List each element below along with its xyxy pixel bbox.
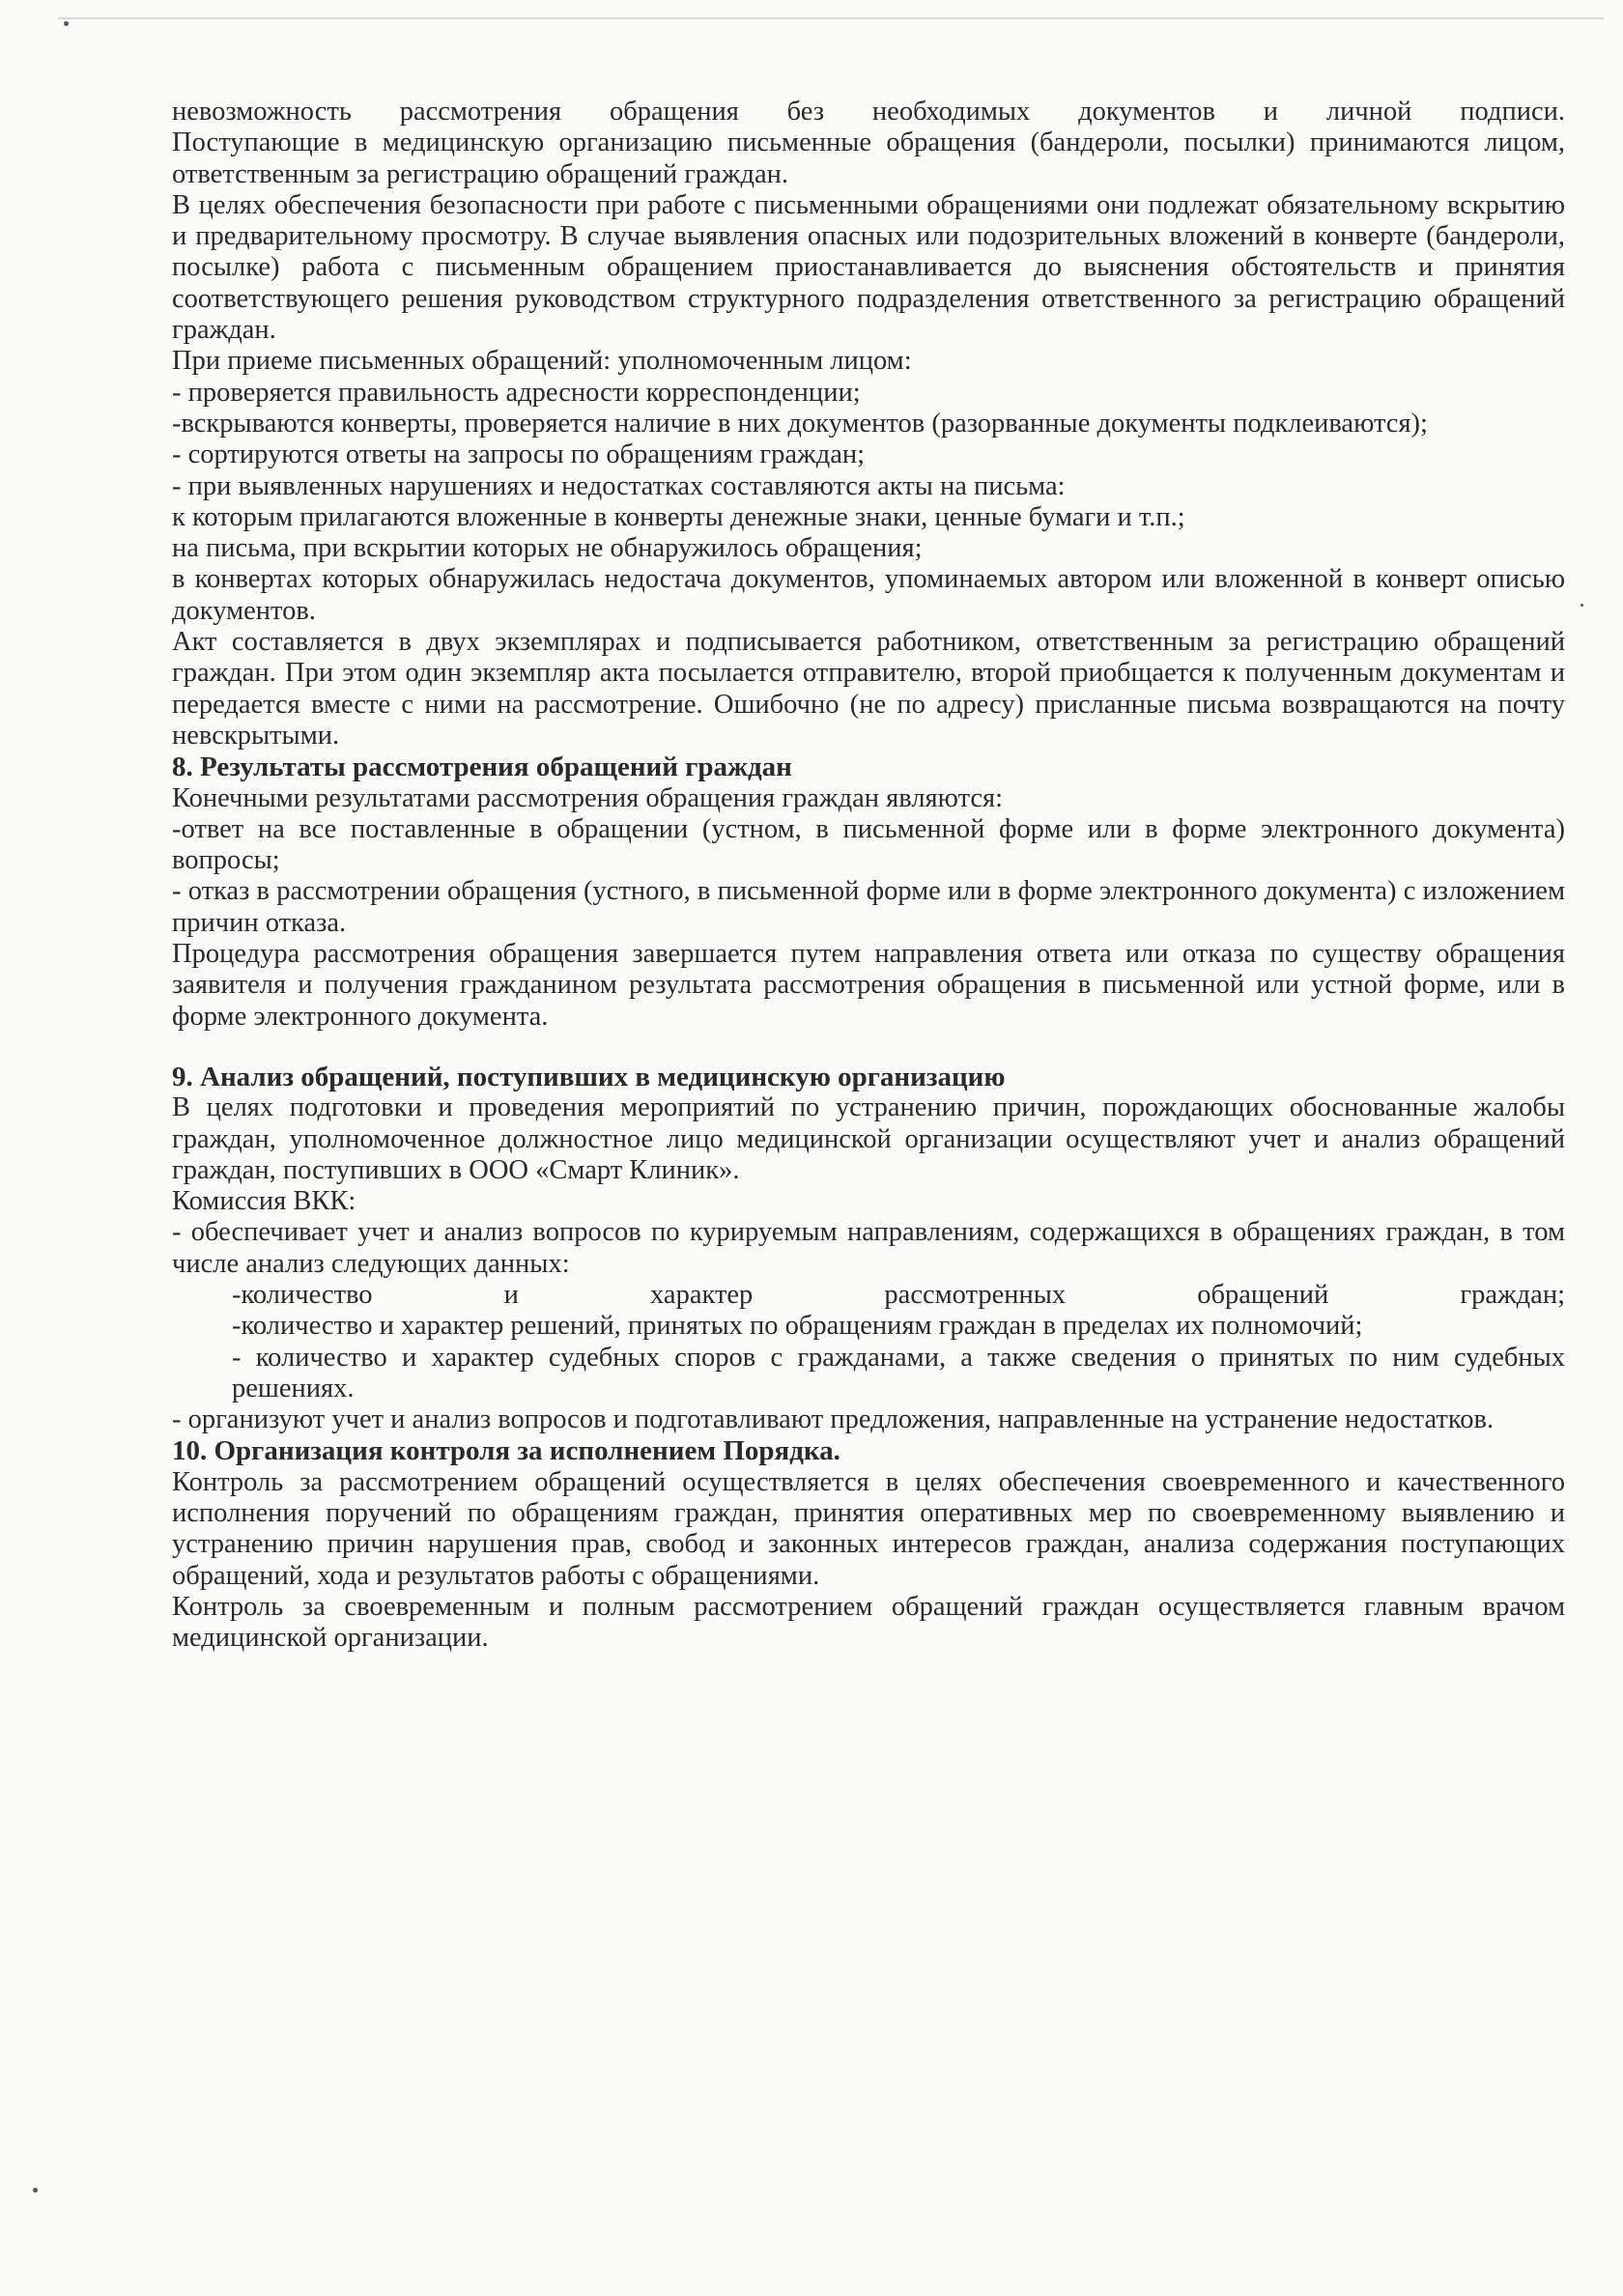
scan-speck (64, 21, 69, 26)
paragraph: Комиссия ВКК: (172, 1186, 356, 1217)
paragraph: - отказ в рассмотрении обращения (устного, в письменной форме или в форме электронного документа) с изложением причин отказа. (172, 876, 1565, 938)
list-subitem: - количество и характер судебных споров с гражданами, а также сведения о принятых по ним судебных решениях. (232, 1342, 1565, 1403)
scan-edge-line (58, 17, 1604, 19)
paragraph: на письма, при вскрытии которых не обнаружилось обращения; (172, 533, 923, 564)
paragraph: В целях обеспечения безопасности при работе с письменными обращениями они подлежат обязательному вскрытию и предварительному просмотру. В случае выявления опасных или подозрительных вложений в конверте (бандероли, посылке) работа с письменным обращением приостанавливается до выяснения обстоятельств и принятия соответствующего решения руководством структурного подразделения ответственного за регистрацию обращений граждан. (172, 189, 1565, 346)
paragraph: -вскрываются конверты, проверяется наличие в них документов (разорванные документы подклеиваются); (172, 408, 1428, 439)
list-subitem: -количество и характер рассмотренных обращений граждан; (232, 1279, 1565, 1310)
paragraph: Контроль за своевременным и полным рассмотрением обращений граждан осуществляется главным врачом медицинской организации. (172, 1591, 1565, 1654)
paragraph: - обеспечивает учет и анализ вопросов по курируемым направлениям, содержащихся в обращениях граждан, в том числе анализ следующих данных: (172, 1217, 1565, 1279)
section-spacer (172, 1033, 1565, 1062)
paragraph: - сортируются ответы на запросы по обращениям граждан; (172, 439, 866, 470)
paragraph: -ответ на все поставленные в обращении (устном, в письменной форме или в форме электронного документа) вопросы; (172, 813, 1565, 876)
paragraph: в конвертах которых обнаружилась недостача документов, упоминаемых автором или вложенной в конверт описью документов. (172, 564, 1565, 626)
paragraph: к которым прилагаются вложенные в конверты денежные знаки, ценные бумаги и т.п.; (172, 501, 1185, 532)
paragraph: Контроль за рассмотрением обращений осуществляется в целях обеспечения своевременного и качественного исполнения поручений по обращениям граждан, принятия оперативных мер по своевременному выявлению и устранению причин нарушения прав, свобод и законных интересов граждан, анализа содержания поступающих обращений, хода и результатов работы с обращениями. (172, 1466, 1565, 1591)
section-heading: 10. Организация контроля за исполнением Порядка. (172, 1435, 840, 1467)
scan-speck (33, 2188, 38, 2193)
paragraph: Акт составляется в двух экземплярах и подписывается работником, ответственным за регистрацию обращений граждан. При этом один экземпляр акта посылается отправителю, второй приобщается к полученным документам и передается вместе с ними на рассмотрение. Ошибочно (не по адресу) присланные письма возвращаются на почту невскрытыми. (172, 627, 1565, 751)
paragraph: Конечными результатами рассмотрения обращения граждан являются: (172, 782, 1004, 813)
paragraph: В целях подготовки и проведения мероприятий по устранению причин, порождающих обоснованные жалобы граждан, уполномоченное должностное лицо медицинской организации осуществляют учет и анализ обращений граждан, поступивших в ООО «Смарт Клиник». (172, 1092, 1565, 1185)
paragraph: При приеме письменных обращений: уполномоченным лицом: (172, 346, 912, 377)
paragraph: Поступающие в медицинскую организацию письменные обращения (бандероли, посылки) принимаются лицом, ответственным за регистрацию обращений граждан. (172, 128, 1565, 189)
paragraph: - при выявленных нарушениях и недостатках составляются акты на письма: (172, 470, 1066, 501)
paragraph: - организуют учет и анализ вопросов и подготавливают предложения, направленные на устранение недостатков. (172, 1404, 1495, 1435)
document-body (172, 97, 1565, 1655)
section-heading: 8. Результаты рассмотрения обращений граждан (172, 751, 792, 783)
list-subitem: -количество и характер решений, принятых по обращениям граждан в пределах их полномочий; (232, 1311, 1363, 1342)
paragraph: - проверяется правильность адресности корреспонденции; (172, 377, 861, 408)
scan-speck (1580, 604, 1583, 607)
section-heading: 9. Анализ обращений, поступивших в медицинскую организацию (172, 1061, 1006, 1092)
paragraph: Процедура рассмотрения обращения завершается путем направления ответа или отказа по существу обращения заявителя и получения гражданином результата рассмотрения обращения в письменной или устной форме, или в форме электронного документа. (172, 939, 1565, 1032)
paragraph: невозможность рассмотрения обращения без необходимых документов и личной подписи. (172, 97, 1565, 127)
